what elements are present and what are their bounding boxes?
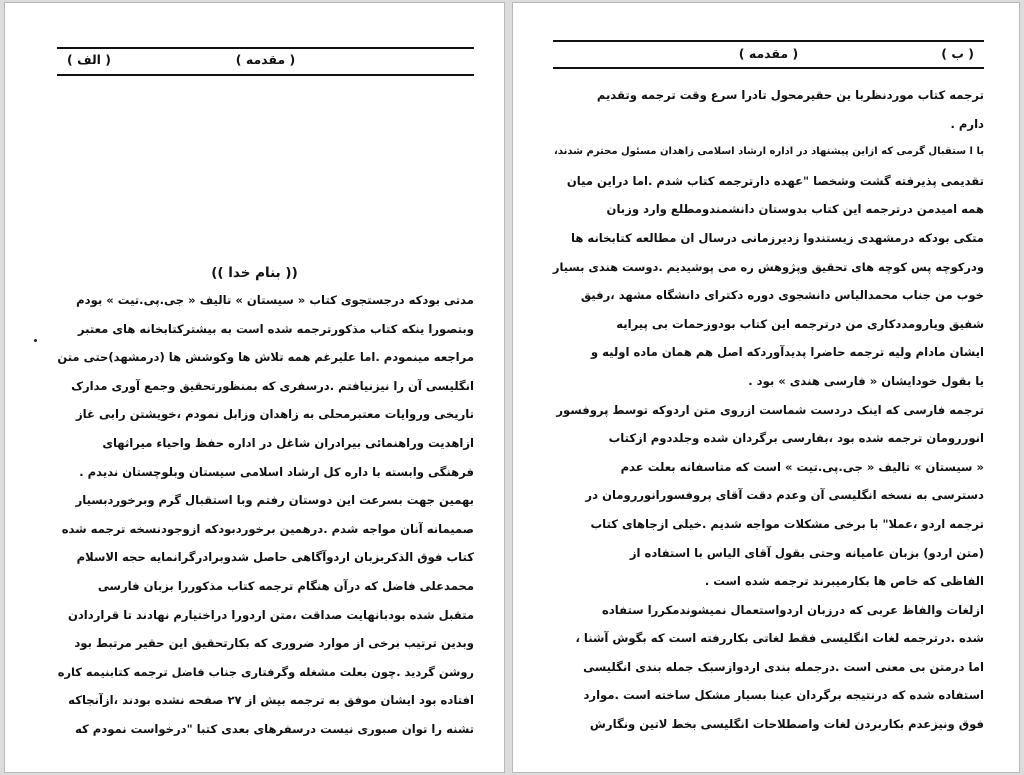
text-line: محمدعلی فاضل که درآن هنگام ترجمه کتاب مذکوررا بزبان فارسی — [97, 578, 474, 593]
text-line: استفاده شده که درنتیجه برگردان عینا بسیار مشکل ساخته است .موارد — [583, 688, 984, 703]
text-line: ترجمه اردو ،عملا" با برخی مشکلات مواجه شدیم .خیلی ازجاهای کتاب — [590, 516, 984, 531]
text-line: دارم . — [950, 116, 984, 131]
text-line: متکی بودکه درمشهدی زیستندوا زدیرزمانی درسال ان مطالعه کتابخانه ها — [570, 230, 984, 245]
text-line: ترجمه فارسی که اینک دردست شماست ازروی متن اردوکه توسط پروفسور — [556, 402, 984, 417]
text-line: افتاده بود ایشان موفق به ترجمه بیش از ۲۷ صفحه نشده بودند ،ازآنجاکه — [68, 693, 474, 708]
text-line: وبدین ترتیب برخی از موارد ضروری که بکارتحقیق این حقیر مرتبط بود — [74, 636, 474, 651]
text-line: انگلیسی آن را نیزنیافتم .درسفری که بمنظورتحقیق وجمع آوری مدارک — [71, 378, 474, 393]
header-title: ( مقدمه ) — [235, 52, 296, 67]
text-line: وبتصورا ینکه کتاب مذکورترجمه شده است به بیشترکتابخانه های معتبر — [77, 321, 474, 336]
text-line: انوررومان ترجمه شده بود ،بفارسی برگردان شده وجلددوم ازکتاب — [608, 431, 984, 446]
header-rule-top — [553, 40, 984, 42]
text-line: مراجعه مینمودم .اما علیرغم همه تلاش ها وکوشش ها (درمشهد)حتی متن — [57, 350, 474, 365]
page-header — [57, 52, 474, 72]
right-page — [512, 2, 1020, 773]
header-page-label: ( ب ) — [941, 46, 974, 61]
section-heading: (( بنام خدا )) — [211, 265, 298, 281]
text-line: ترجمه کتاب موردنظربا ین حقیرمحول تادرا سرع وقت ترجمه وتقدیم — [596, 88, 984, 102]
text-line: تشنه را توان صبوری نیست درسفرهای بعدی کتبا "درخواست نمودم که — [74, 721, 474, 736]
text-line: « سیستان » تالیف « جی.پی.تیت » است که متاسفانه بعلت عدم — [620, 459, 984, 474]
left-page — [4, 2, 505, 773]
text-line: (متن اردو) بزبان عامیانه وحتی بقول آقای الیاس با استفاده از — [629, 545, 984, 560]
text-line: فوق ونیزعدم بکاربردن لغات واصطلاحات انگلیسی بخط لاتین ونگارش — [589, 717, 984, 732]
text-line: روشن گردید .چون بعلت مشغله وگرفتاری جناب فاضل ترجمه کتابنیمه کاره — [57, 664, 474, 679]
body-text — [553, 81, 984, 739]
header-rule-top — [57, 47, 474, 49]
header-rule-bottom — [57, 74, 474, 76]
header-page-label: ( الف ) — [67, 52, 112, 67]
text-line: دسترسی به نسخه انگلیسی آن وعدم دقت آقای پروفسورانوررومان در — [585, 488, 984, 503]
text-line: یا بقول خودایشان « فارسی هندی » بود . — [748, 373, 984, 388]
text-line: ودرکوچه پس کوچه های تحقیق وپژوهش ره می پوشیدیم .دوست هندی بسیار — [552, 259, 984, 274]
margin-dot — [34, 339, 37, 342]
text-line: ازاهدیت وراهنمائی بیرادران شاغل در اداره حفظ واحیاء میراثهای — [102, 435, 474, 450]
text-line: فرهنگی وابسته با داره کل ارشاد اسلامی سیستان وبلوچستان ندیدم . — [79, 464, 474, 479]
text-line: ایشان مادام ولیه ترجمه حاضرا پدیدآوردکه اصل هم همان ماده اولیه و — [590, 345, 984, 360]
text-line: متقبل شده بودبانهایت صداقت ،متن اردورا دراختیارم نهادند تا قراردادن — [67, 607, 474, 622]
text-line: بهمین جهت بسرعت این دوستان رفتم وبا استقبال گرم وبرخوردبسیار — [75, 493, 474, 508]
text-line: کتاب فوق الذکربزبان اردوآگاهی حاصل شدوبرادرگرانمایه حجه الاسلام — [76, 550, 474, 565]
page-header — [553, 46, 984, 66]
text-line: تاریخی وروایات معتبرمحلی به زاهدان وزابل نمودم ،خویشتن رابی غاز — [75, 407, 474, 422]
text-line: تقدیمی پذیرفته گشت وشخصا "عهده دارترجمه کتاب شدم .اما دراین میان — [566, 173, 984, 188]
text-line: الفاظی که خاص ها بکارمیبرند ترجمه شده است . — [704, 574, 984, 589]
body-text — [57, 286, 474, 744]
text-line: مدتی بودکه درجستجوی کتاب « سیستان » تالیف « جی.پی.تیت » بودم — [76, 293, 474, 307]
text-line: همه امیدمن درترجمه این کتاب بدوستان دانشمندومطلع وارد وزبان — [606, 202, 984, 217]
text-line: صمیمانه آنان مواجه شدم .درهمین برخوردبودکه ازوجودنسخه ترجمه شده — [61, 521, 474, 536]
text-line: با ا ستقبال گرمی که ازاین پیشنهاد در اداره ارشاد اسلامی زاهدان مسئول محترم شدند، — [554, 146, 984, 158]
header-rule-bottom — [553, 67, 984, 69]
text-line: ازلغات والفاظ عربی که درزبان اردواستعمال نمیشوندمکررا ستفاده — [602, 602, 984, 617]
text-line: خوب من جناب محمدالیاس دانشجوی دوره دکترای دانشگاه مشهد ،رفیق — [580, 288, 984, 303]
text-line: شده .درترجمه لغات انگلیسی فقط لغاتی بکاررفته است که بگوش آشنا ، — [575, 631, 984, 646]
text-line: اما درمتن بی معنی است .درجمله بندی اردوازسبک جمله بندی انگلیسی — [583, 659, 984, 674]
header-title: ( مقدمه ) — [738, 46, 799, 61]
text-line: شفیق ویارومددکاری من درترجمه این کتاب بودوزحمات بی پیرایه — [616, 316, 984, 331]
